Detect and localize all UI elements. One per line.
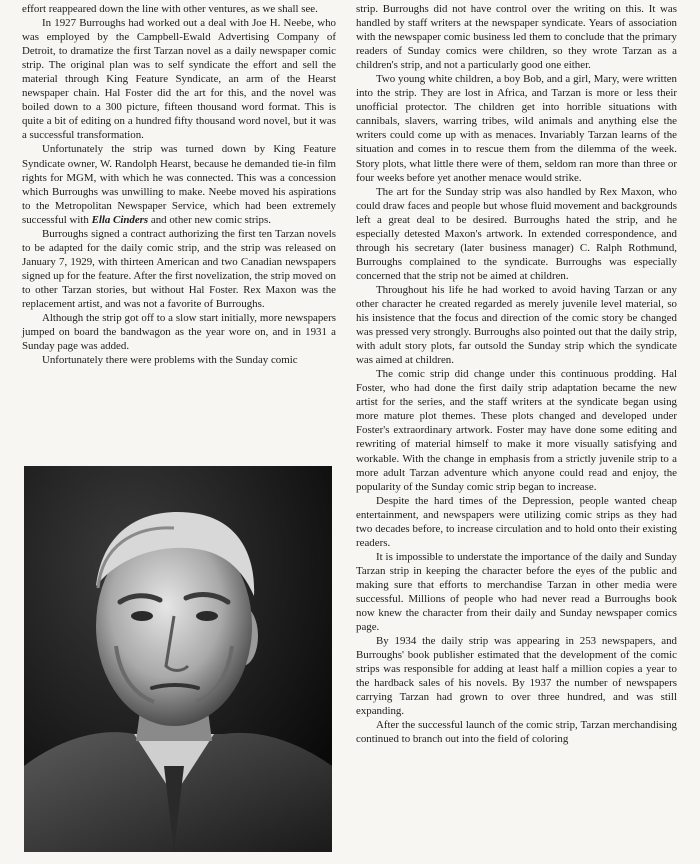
right-text-column: [356, 2, 677, 746]
portrait-photo: [24, 466, 332, 852]
paragraph-text: Unfortunately the strip was turned down by King Feature Syndicate owner, W. Randolph Hearst, because he demanded tie-in film rights for MGM, with which he was connected. This was a concession which Burroughs was unwilling to make. Neebe moved his aspirations to the Metropolitan Newspaper Service, which had been extremely successful with: [22, 143, 336, 226]
paragraph: After the successful launch of the comic strip, Tarzan merchandising continued to branch out into the field of coloring: [356, 719, 677, 746]
paragraph: Burroughs signed a contract authorizing the first ten Tarzan novels to be adapted for the daily comic strip, and the strip was released on January 7, 1929, with thirteen American and two Canadian newspapers signed up for the feature. After the first novelization, the strip moved on to other Tarzan stories, but without Hal Foster. Rex Maxon was the replacement artist, and was not a favorite of Burroughs.: [22, 227, 336, 310]
paragraph: In 1927 Burroughs had worked out a deal with Joe H. Neebe, who was employed by the Campbell-Ewald Advertising Company of Detroit, to dramatize the first Tarzan novel as a daily newspaper comic strip. The original plan was to self syndicate the effort and sell the material through King Feature Syndicate, an arm of the Hearst newspaper chain. Hal Foster did the art for this, and the novel was boiled down to a 300 picture, fifteen thousand word format. This is quite a bit of editing on a hundred fifty thousand word novel, but it was a successful transformation.: [22, 17, 336, 142]
paragraph: The art for the Sunday strip was also handled by Rex Maxon, who could draw faces and people but whose fluid movement and backgrounds left a great deal to be desired. Burroughs hated the strip, and he especially detested Maxon's artwork. In extended correspondence, and through his secretary (later business manager) C. Ralph Rothmund, Burroughs complained to the syndicate. Burroughs was especially concerned that the strip not be aimed at children.: [356, 185, 677, 282]
left-text-column: [22, 2, 336, 367]
paragraph: By 1934 the daily strip was appearing in 253 newspapers, and Burroughs' book publisher estimated that the development of the comic strips was responsible for adding at least half a million copies a year to the hardback sales of his novels. By 1937 the number of newspapers carrying Tarzan had grown to over three hundred, and was still expanding.: [356, 635, 677, 718]
paragraph: Throughout his life he had worked to avoid having Tarzan or any other character he created regarded as merely juvenile level material, so his insistence that the focus and direction of the comic story be changed was pressed very strongly. Burroughs also pointed out that the daily strip, with adult story plots, far outsold the Sunday strip which the syndicate was aimed at children.: [356, 283, 677, 367]
portrait-photo-graphic: [24, 466, 332, 852]
paragraph: strip. Burroughs did not have control over the writing on this. It was handled by staff writers at the newspaper syndicate. Years of association with the newspaper comic business led them to conclude that the primary readers of Sunday comics were children, so they wrote Tarzan as a children's strip, and not a particularly good one either.: [356, 3, 677, 72]
paragraph: Despite the hard times of the Depression, people wanted cheap entertainment, and newspapers were utilizing comic strips as they had two decades before, to increase circulation and to hold onto their existing readers.: [356, 494, 677, 549]
paragraph: effort reappeared down the line with other ventures, as we shall see.: [22, 3, 318, 15]
paragraph: Unfortunately there were problems with the Sunday comic: [42, 354, 298, 367]
paragraph-text: and other new comic strips.: [148, 213, 271, 226]
paragraph: [22, 142, 336, 226]
paragraph: Although the strip got off to a slow start initially, more newspapers jumped on board the bandwagon as the year wore on, and in 1931 a Sunday page was added.: [22, 312, 336, 353]
paragraph: Two young white children, a boy Bob, and a girl, Mary, were written into the strip. They are lost in Africa, and Tarzan is more or less their unofficial protector. The children get into horrible situations with cannibals, slavers, warring tribes, wild animals and anything else the writers could come up with as menaces. Invariably Tarzan learns of the situation and comes in to rescue them from the dilemma of the week. Story plots, what little there were of them, seldom ran more than three or four weeks before yet another menace would strike.: [356, 73, 677, 184]
comic-title-ella-cinders: Ella Cinders: [91, 213, 149, 226]
paragraph: It is impossible to understate the importance of the daily and Sunday Tarzan strip in keeping the character before the eyes of the public and making sure that efforts to merchandise Tarzan in other media were successful. Millions of people who had never read a Burroughs book now knew the character from their daily and Sunday newspaper comics page.: [356, 550, 677, 634]
paragraph: The comic strip did change under this continuous prodding. Hal Foster, who had done the first daily strip adaptation became the new artist for the series, and the staff writers at the syndicate began using more mature plot themes. These plots changed and developed under Foster's extraordinary artwork. Foster may have done some editing and rewriting of material himself to make it more visually satisfying and workable. With the change in emphasis from a strictly juvenile strip to a more adult Tarzan adventure which anyone could read and enjoy, the popularity of the Sunday comic strip began to increase.: [356, 368, 677, 493]
